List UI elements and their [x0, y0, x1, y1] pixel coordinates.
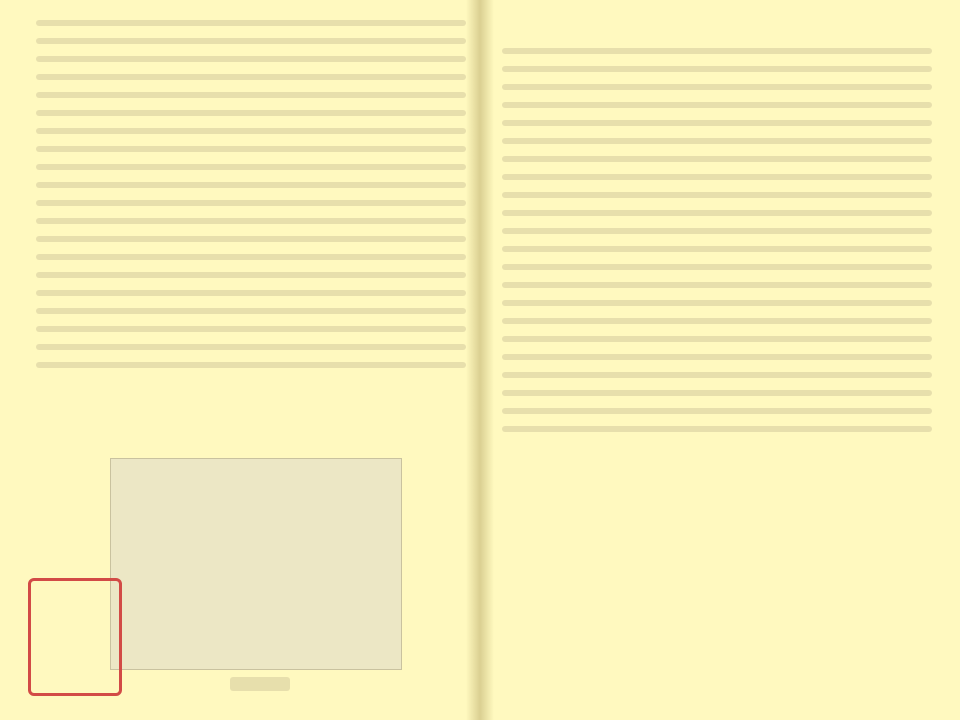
- text-line-placeholder: [36, 128, 466, 134]
- ink-painting-figure: [110, 458, 402, 670]
- text-line-placeholder: [36, 326, 466, 332]
- text-line-placeholder: [502, 372, 932, 378]
- text-line-placeholder: [36, 272, 466, 278]
- text-line-placeholder: [36, 236, 466, 242]
- text-line-placeholder: [502, 318, 932, 324]
- text-line-placeholder: [502, 354, 932, 360]
- left-text-placeholder: [36, 20, 466, 368]
- text-line-placeholder: [502, 228, 932, 234]
- book-gutter: [466, 0, 494, 720]
- text-line-placeholder: [36, 110, 466, 116]
- right-page: [480, 0, 960, 720]
- text-line-placeholder: [502, 66, 932, 72]
- figure-caption-placeholder: [230, 677, 290, 691]
- text-line-placeholder: [502, 210, 932, 216]
- text-line-placeholder: [36, 362, 466, 368]
- text-line-placeholder: [36, 254, 466, 260]
- text-line-placeholder: [36, 56, 466, 62]
- text-line-placeholder: [36, 74, 466, 80]
- text-line-placeholder: [502, 156, 932, 162]
- text-line-placeholder: [502, 84, 932, 90]
- text-line-placeholder: [502, 246, 932, 252]
- text-line-placeholder: [502, 138, 932, 144]
- text-line-placeholder: [36, 308, 466, 314]
- text-line-placeholder: [502, 300, 932, 306]
- text-line-placeholder: [36, 38, 466, 44]
- right-text-placeholder: [502, 48, 932, 432]
- text-line-placeholder: [36, 182, 466, 188]
- text-line-placeholder: [502, 48, 932, 54]
- text-line-placeholder: [502, 102, 932, 108]
- text-line-placeholder: [502, 282, 932, 288]
- text-line-placeholder: [36, 200, 466, 206]
- text-line-placeholder: [36, 164, 466, 170]
- text-line-placeholder: [36, 146, 466, 152]
- text-line-placeholder: [502, 426, 932, 432]
- text-line-placeholder: [502, 390, 932, 396]
- text-line-placeholder: [36, 344, 466, 350]
- text-line-placeholder: [502, 408, 932, 414]
- text-line-placeholder: [36, 218, 466, 224]
- text-line-placeholder: [502, 174, 932, 180]
- text-line-placeholder: [36, 290, 466, 296]
- text-line-placeholder: [502, 336, 932, 342]
- text-line-placeholder: [502, 120, 932, 126]
- text-line-placeholder: [502, 192, 932, 198]
- ncc-logo-stamp: [28, 578, 122, 696]
- text-line-placeholder: [502, 264, 932, 270]
- text-line-placeholder: [36, 92, 466, 98]
- text-line-placeholder: [36, 20, 466, 26]
